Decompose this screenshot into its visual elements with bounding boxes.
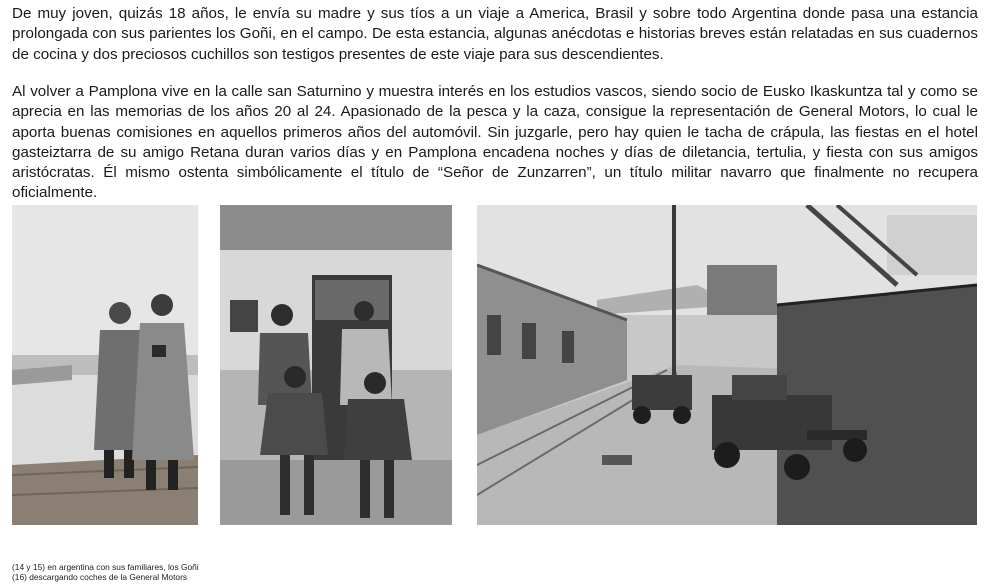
caption-photo-16: (16) descargando coches de la General Motors: [12, 572, 188, 582]
caption-photos-14-15: (14 y 15) en argentina con sus familiares, los Goñi: [12, 562, 199, 572]
photo-two-men-overcoats: [12, 205, 198, 525]
paragraph-2: Al volver a Pamplona vive en la calle san Saturnino y muestra interés en los estudios vascos, siendo socio de Eusko Ikaskuntza tal y como se aprecia en las memorias de los años 20 al 24. Apasionado de la pesca y la caza, consigue la representación de General Motors, lo cual le aporta buenas comisiones en aquellos primeros años del automóvil. Sin juzgarle, pero hay quien le tacha de crápula, las fiestas en el hotel gasteiztarra de su amigo Retana duran varios días y en Pamplona encadena noches y días de diletancia, tertulia, y fiesta con sus amigos aristócratas. Él mismo ostenta simbólicamente el título de “Señor de Zunzarren”, un título militar navarro que finalmente no recupera oficialmente.: [12, 83, 978, 202]
photo-four-men-group: [220, 205, 452, 525]
photo-port-unloading-cars: [477, 205, 977, 525]
paragraph-1: De muy joven, quizás 18 años, le envía su madre y sus tíos a un viaje a America, Brasil y sobre todo Argentina donde pasa una estancia prolongada con sus parientes los Goñi, en el campo. De esta estancia, algunas anécdotas e historias breves están relatadas en sus cuadernos de cocina y dos preciosos cuchillos son testigos presentes de este viaje para sus descendientes.: [12, 5, 978, 63]
